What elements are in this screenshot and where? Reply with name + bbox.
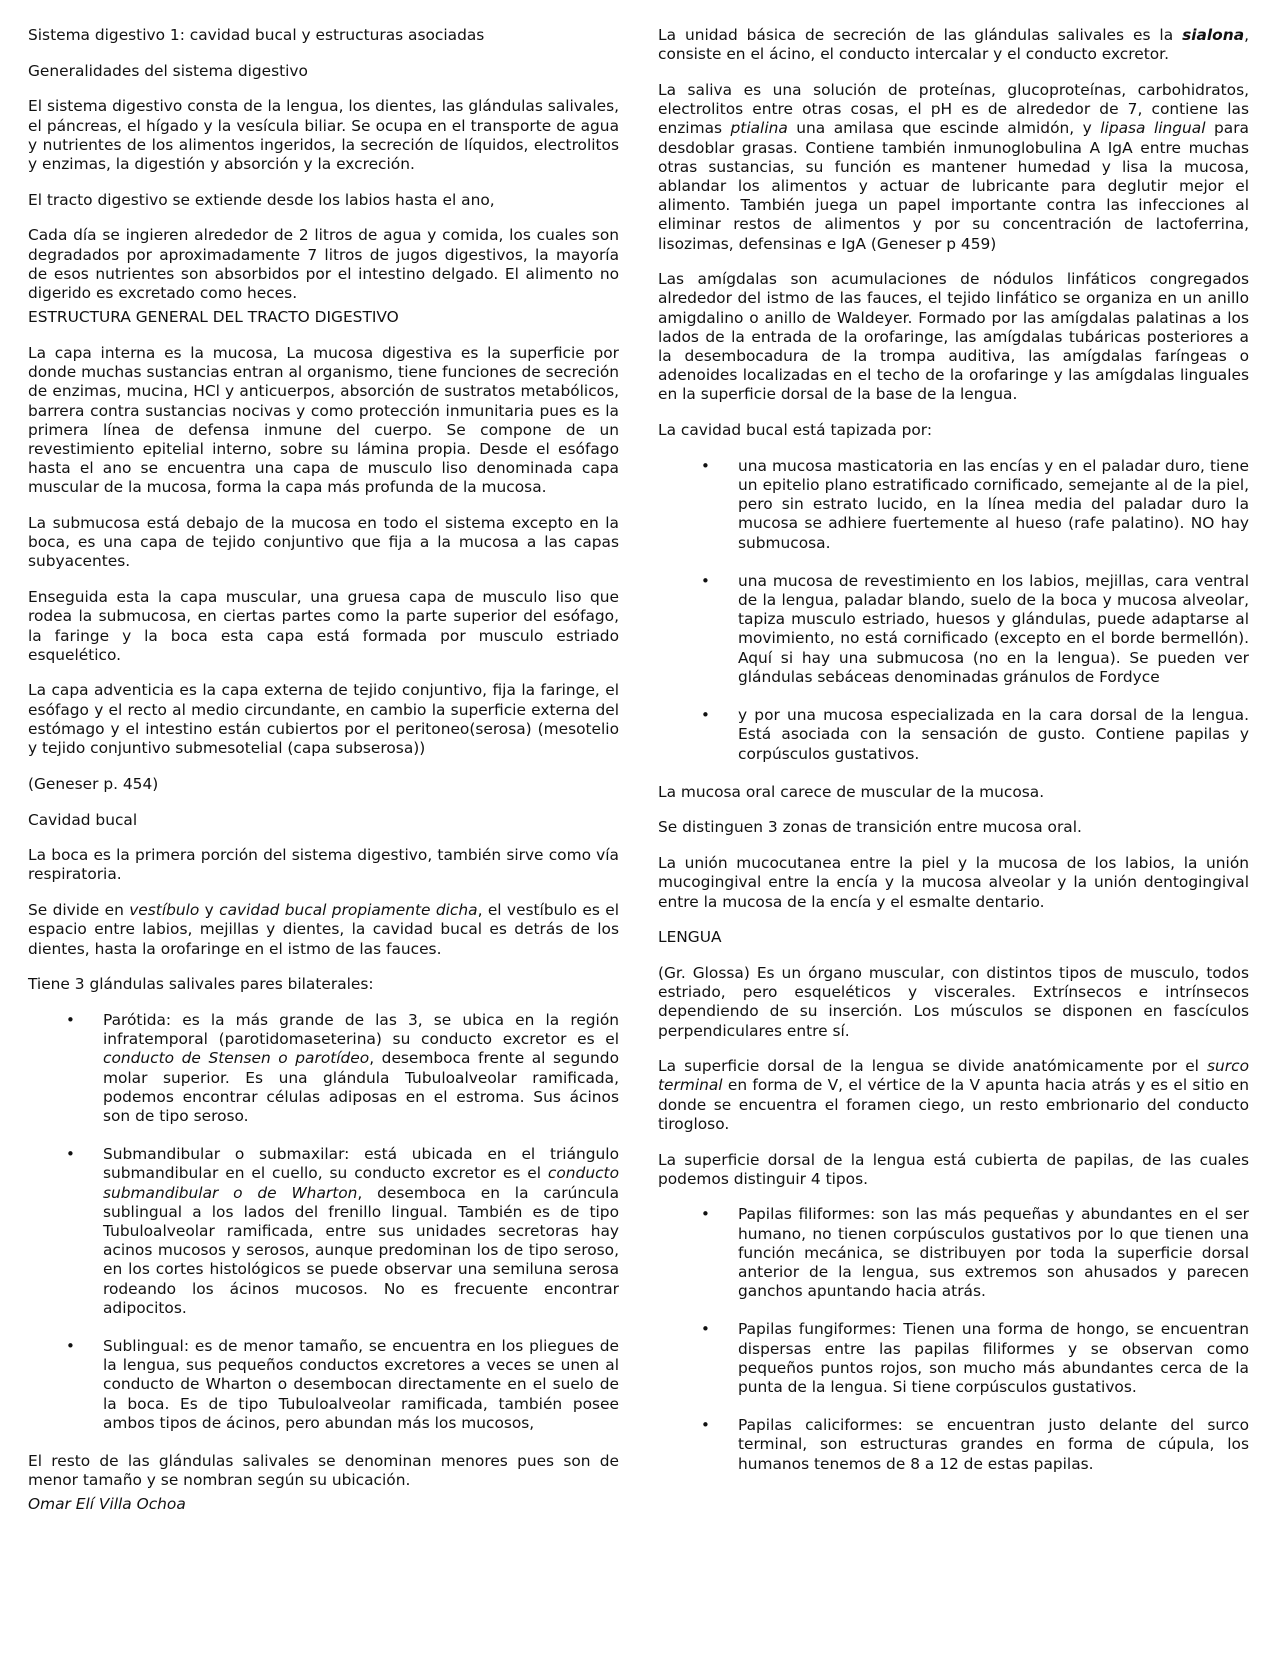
- paragraph: La mucosa oral carece de muscular de la mucosa.: [658, 782, 1045, 801]
- list-item: • una mucosa masticatoria en las encías y en el paladar duro, tiene un epitelio plano estratificado cornificado, semejante al de la piel, pero sin estrato lucido, en la línea media del paladar duro la mucosa se adhiere fuertemente al hueso (rafe palatino). NO hay submucosa.: [658, 457, 1249, 553]
- paragraph: La superficie dorsal de la lengua se divide anatómicamente por el surco terminal en forma de V, el vértice de la V apunta hacia atrás y es el sitio en donde se encuentra el foramen ciego, un resto embrionario del conducto tirogloso.: [658, 1057, 1249, 1133]
- paragraph: Cada día se ingieren alrededor de 2 litros de agua y comida, los cuales son degradados por aproximadamente 7 litros de jugos digestivos, la mayoría de esos nutrientes son absorbidos por el intestino delgado. El alimento no digerido es excretado como heces.: [28, 226, 619, 303]
- list-item: • Parótida: es la más grande de las 3, se ubica en la región infratemporal (parotidomaseterina) su conducto excretor es el conducto de Stensen o parotídeo, desemboca frente al segundo molar superior. Es una glándula Tubuloalveolar ramificada, podemos encontrar células adiposas en el estroma. Sus ácinos son de tipo seroso.: [28, 1011, 619, 1126]
- heading-estructura: ESTRUCTURA GENERAL DEL TRACTO DIGESTIVO: [28, 308, 399, 327]
- paragraph: Tiene 3 glándulas salivales pares bilaterales:: [28, 975, 374, 994]
- list-item: • Papilas caliciformes: se encuentran justo delante del surco terminal, son estructuras grandes en forma de cúpula, los humanos tenemos de 8 a 12 de estas papilas.: [658, 1416, 1249, 1474]
- reference: (Geneser p. 454): [28, 774, 159, 793]
- list-item: • Papilas filiformes: son las más pequeñas y abundantes en el ser humano, no tienen corpúsculos gustativos por lo que tienen una función mecánica, se distribuyen por toda la superficie dorsal anterior de la lengua, sus extremos son ahusados y parecen ganchos apuntando hacia atrás.: [658, 1205, 1249, 1301]
- gland-list: [28, 1011, 619, 1433]
- list-item: • Submandibular o submaxilar: está ubicada en el triángulo submandibular en el cuello, su conducto excretor es el conducto submandibular o de Wharton, desemboca en la carúncula sublingual a los lados del frenillo lingual. También es de tipo Tubuloalveolar ramificada, entre sus unidades secretoras hay acinos mucosos y serosos, aunque predominan los de tipo seroso, en los cortes histológicos se puede observar una semiluna serosa rodeando los ácinos mucosos. No es frecuente encontrar adipocitos.: [28, 1145, 619, 1318]
- list-item: • Papilas fungiformes: Tienen una forma de hongo, se encuentran dispersas entre las papilas filiformes y se observan como pequeños puntos rojos, son mucho más abundantes cerca de la punta de la lengua. Si tiene corpúsculos gustativos.: [658, 1320, 1249, 1397]
- paragraph: Las amígdalas son acumulaciones de nódulos linfáticos congregados alrededor del istmo de las fauces, el tejido linfático se organiza en un anillo amigdalino o anillo de Waldeyer. Formado por las amígdalas palatinas a los lados de la entrada de la orofaringe, las amígdalas tubáricas posteriores a la desembocadura de la trompa auditiva, las amígdalas faríngeas o adenoides localizadas en el techo de la orofaringe y las amígdalas linguales en la superficie dorsal de la base de la lengua.: [658, 270, 1249, 404]
- list-item: • Sublingual: es de menor tamaño, se encuentra en los pliegues de la lengua, sus pequeños conductos excretores a veces se unen al conducto de Wharton o desembocan directamente en el suelo de la boca. Es de tipo Tubuloalveolar ramificada, también posee ambos tipos de ácinos, pero abundan más los mucosos,: [28, 1337, 619, 1433]
- paragraph: Enseguida esta la capa muscular, una gruesa capa de musculo liso que rodea la submucosa, en ciertas partes como la parte superior del esófago, la faringe y la boca esta capa está formada por musculo estriado esquelético.: [28, 588, 619, 664]
- paragraph: La cavidad bucal está tapizada por:: [658, 421, 933, 440]
- heading-lengua: LENGUA: [658, 928, 722, 947]
- mucosa-list: [658, 457, 1249, 764]
- left-column: [28, 26, 619, 1515]
- paragraph: La unidad básica de secreción de las glándulas salivales es la sialona, consiste en el ácino, el conducto intercalar y el conducto excretor.: [658, 26, 1249, 64]
- paragraph: (Gr. Glossa) Es un órgano muscular, con distintos tipos de musculo, todos estriado, pero esqueléticos y viscerales. Extrínsecos e intrínsecos dependiendo de su inserción. Los músculos se disponen en fascículos perpendiculares entre sí.: [658, 963, 1249, 1040]
- paragraph: La superficie dorsal de la lengua está cubierta de papilas, de las cuales podemos distinguir 4 tipos.: [658, 1150, 1249, 1188]
- author-footer: Omar Elí Villa Ochoa: [28, 1495, 186, 1514]
- papilas-list: [658, 1205, 1249, 1473]
- paragraph: La capa adventicia es la capa externa de tejido conjuntivo, fija la faringe, el esófago y el recto al medio circundante, en cambio la superficie externa del estómago y el intestino están cubiertos por el peritoneo(serosa) (mesotelio y tejido conjuntivo submesotelial (capa subserosa)): [28, 681, 619, 758]
- paragraph: El tracto digestivo se extiende desde los labios hasta el ano,: [28, 190, 495, 209]
- list-item: • y por una mucosa especializada en la cara dorsal de la lengua. Está asociada con la sensación de gusto. Contiene papilas y corpúsculos gustativos.: [658, 706, 1249, 764]
- document-title: Sistema digestivo 1: cavidad bucal y estructuras asociadas: [28, 26, 485, 44]
- paragraph: La unión mucocutanea entre la piel y la mucosa de los labios, la unión mucogingival entre la encía y la mucosa alveolar y la unión dentogingival entre la mucosa de la encía y el esmalte dentario.: [658, 854, 1249, 911]
- paragraph: El resto de las glándulas salivales se denominan menores pues son de menor tamaño y se nombran según su ubicación.: [28, 1451, 619, 1490]
- heading-cavidad-bucal: Cavidad bucal: [28, 810, 138, 829]
- paragraph: La submucosa está debajo de la mucosa en todo el sistema excepto en la boca, es una capa de tejido conjuntivo que fija a la mucosa a las capas subyacentes.: [28, 514, 619, 571]
- heading-generalidades: Generalidades del sistema digestivo: [28, 61, 308, 80]
- paragraph: Se distinguen 3 zonas de transición entre mucosa oral.: [658, 818, 1082, 837]
- paragraph: La boca es la primera porción del sistema digestivo, también sirve como vía respiratoria.: [28, 846, 619, 884]
- paragraph: El sistema digestivo consta de la lengua, los dientes, las glándulas salivales, el páncreas, el hígado y la vesícula biliar. Se ocupa en el transporte de agua y nutrientes de los alimentos ingeridos, la secreción de líquidos, electrolitos y enzimas, la digestión y absorción y la excreción.: [28, 97, 619, 174]
- paragraph: La capa interna es la mucosa, La mucosa digestiva es la superficie por donde muchas sustancias entran al organismo, tiene funciones de secreción de enzimas, mucina, HCl y anticuerpos, absorción de sustratos metabólicos, barrera contra sustancias nocivas y como protección inmunitaria pues es la primera línea de defensa inmune del cuerpo. Se compone de un revestimiento epitelial interno, sobre su lámina propia. Desde el esófago hasta el ano se encuentra una capa de musculo liso denominada capa muscular de la mucosa, forma la capa más profunda de la mucosa.: [28, 343, 619, 497]
- paragraph: Se divide en vestíbulo y cavidad bucal propiamente dicha, el vestíbulo es el espacio entre labios, mejillas y dientes, la cavidad bucal es detrás de los dientes, hasta la orofaringe en el istmo de las fauces.: [28, 901, 619, 958]
- paragraph: La saliva es una solución de proteínas, glucoproteínas, carbohidratos, electrolitos entre otras cosas, el pH es de alrededor de 7, contiene las enzimas ptialina una amilasa que escinde almidón, y lipasa lingual para desdoblar grasas. Contiene también inmunoglobulina A IgA entre muchas otras sustancias, su función es mantener humedad y lisa la mucosa, ablandar los alimentos y actuar de lubricante para deglutir mejor el alimento. También juega un papel importante contra las infecciones al eliminar restos de alimentos y por su concentración de lactoferrina, lisozimas, defensinas e IgA (Geneser p 459): [658, 80, 1249, 253]
- list-item: • una mucosa de revestimiento en los labios, mejillas, cara ventral de la lengua, paladar blando, suelo de la boca y mucosa alveolar, tapiza musculo estriado, huesos y glándulas, puede adaptarse al movimiento, no está cornificado (excepto en el borde bermellón). Aquí si hay una submucosa (no en la lengua). Se pueden ver glándulas sebáceas denominadas gránulos de Fordyce: [658, 572, 1249, 687]
- right-column: [658, 26, 1249, 1493]
